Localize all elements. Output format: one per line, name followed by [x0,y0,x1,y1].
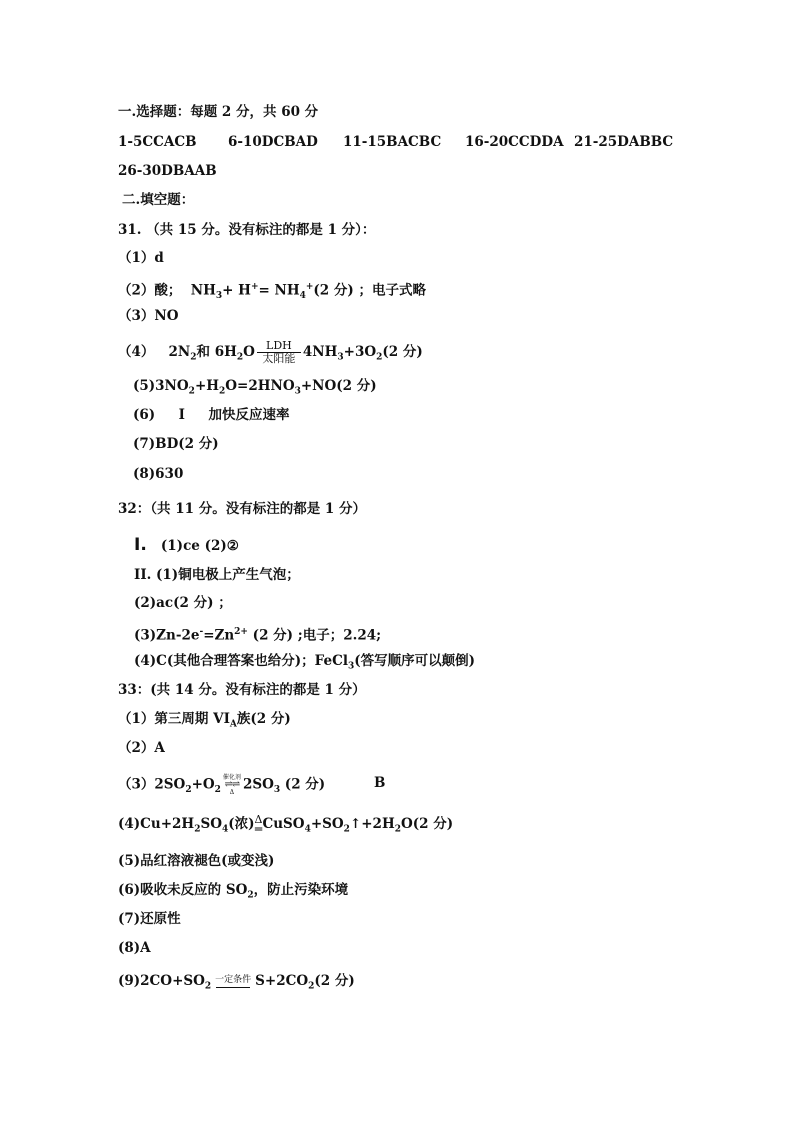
q31-a4-tail: (2 分) [382,344,423,360]
q32-roman-i: I. [134,535,147,555]
q31-a7: (7)BD(2 分) [133,436,219,452]
q33-a8: (8)A [118,940,151,956]
q33-a7: (7)还原性 [118,911,181,927]
q31-a1: （1）d [118,250,164,266]
q33-a2: （2）A [118,740,165,756]
q33-a9-pre: (9)2CO+SO [118,973,205,989]
heat-delta: Δ [254,813,263,826]
q31-a6 [133,406,290,424]
q33-a3: $(3)2SO_2+O_2$ 催化剂 ⇌⇌ Δ $2SO_3$ (2 分) B [118,774,386,796]
reversible-arrow-icon: 催化剂 ⇌⇌ Δ [222,774,241,796]
q33-a4: $(4)Cu+2H_2SO_4$(浓) Δ ═ $CuSO_4+SO_2↑+2H_2O(2$ 分) [118,813,454,836]
q32-ii4: (4)C(其他合理答案也给分)；FeCl$_3$(答写顺序可以颠倒) [134,653,476,672]
q32-ii3: $(3)Zn-2e^-=Zn^{2+}$ (2 分) ;电子；2.24; [134,627,382,644]
q32-ii1: II. (1)铜电极上产生气泡； [134,567,300,583]
q31-head: 31. （共 15 分。没有标注的都是 1 分）： [118,222,376,238]
ldh-solar-condition [257,340,301,365]
q33-a3-b: B [374,775,386,791]
q31-a6-label: (6) [133,407,156,423]
condition-text: 一定条件 [215,975,252,985]
section-2-title: 二.填空题： [122,192,195,208]
q33-a6-pre: (6)吸收未反应的 SO [118,882,248,898]
answer-26-30: 26-30DBAAB [118,163,217,179]
q32-ii4-a: (4)C(其他合理答案也给分)；FeCl [134,653,348,669]
q32-ii2: (2)ac(2 分) ； [134,595,232,611]
q31-a4-pre: （4） [118,344,155,360]
q31-a8: (8)630 [133,466,184,482]
section-1-title: 一.选择题：每题 2 分，共 60 分 [118,104,319,120]
answer-16-20: 16-20CCDDA [465,134,564,150]
q33-a1-pre: （1）第三周期 VI [118,711,230,727]
q31-a3: （3）NO [118,308,179,324]
heat-label: Δ [229,789,235,796]
q31-a2: （2）酸； $NH_3+ H^+= NH_4^+(2$ 分) ；电子式略 [118,282,426,302]
q31-a6-roman: I [178,407,185,423]
q31-a2-pre: （2）酸； [118,282,182,299]
q31-a6-text: 加快反应速率 [208,407,290,423]
q33-a9-tail: (2 分) [314,973,355,989]
answer-11-15: 11-15BACBC [343,134,442,150]
q33-head: 33：(共 14 分。没有标注的都是 1 分） [118,682,366,698]
q33-a6: (6)吸收未反应的 $SO_2$，防止污染环境 [118,882,349,901]
q33-a3-tail: (2 分) [280,776,326,793]
answer-6-10: 6-10DCBAD [228,134,318,150]
q33-a1-sub: A [229,719,237,730]
q31-a5-tail: (2 分) [336,378,377,394]
answer-21-25: 21-25DABBC [574,134,674,150]
q33-a4-tail: +2H [361,816,395,832]
q32-ii4-b: (答写顺序可以颠倒) [354,653,476,669]
q33-a1-tail: 族(2 分) [236,711,291,727]
q32-part-i [134,536,239,555]
q33-a3-pre: （3） [118,776,155,793]
answer-1-5: 1-5CCACB [118,134,197,150]
q32-head: 32：（共 11 分。没有标注的都是 1 分） [118,501,367,517]
q32-part-i-text: (1)ce (2)② [160,538,239,554]
q33-a1 [118,710,291,734]
q31-a2-tail: (2 分) ；电子式略 [313,282,426,299]
q33-a9: $(9)2CO+SO_2$ 一定条件 $S+2CO_2(2$ 分) [118,973,355,992]
catalyst-label: 催化剂 [222,774,241,781]
condition-arrow-icon [215,975,251,988]
condition-solar: 太阳能 [262,352,296,365]
q33-a6-tail: ，防止污染环境 [253,882,349,898]
heat-equals-icon: Δ ═ [254,813,263,836]
q31-a4: （4） $2N_2$和 $6H_2O$ $\frac{\text{LDH}}{\text{太阳能}}$ $4NH_3+3O_2(2$ 分) [118,339,423,365]
q31-a5: $(5)3NO_2+H_2O=2HNO_3+NO(2$ 分) [133,378,377,397]
condition-ldh: LDH [266,339,292,352]
q33-a5: (5)品红溶液褪色(或变浅) [118,853,275,869]
q32-ii3-tail: (2 分) ;电子；2.24; [247,627,382,644]
q33-a4-pre: (4)Cu+2H [118,816,195,832]
